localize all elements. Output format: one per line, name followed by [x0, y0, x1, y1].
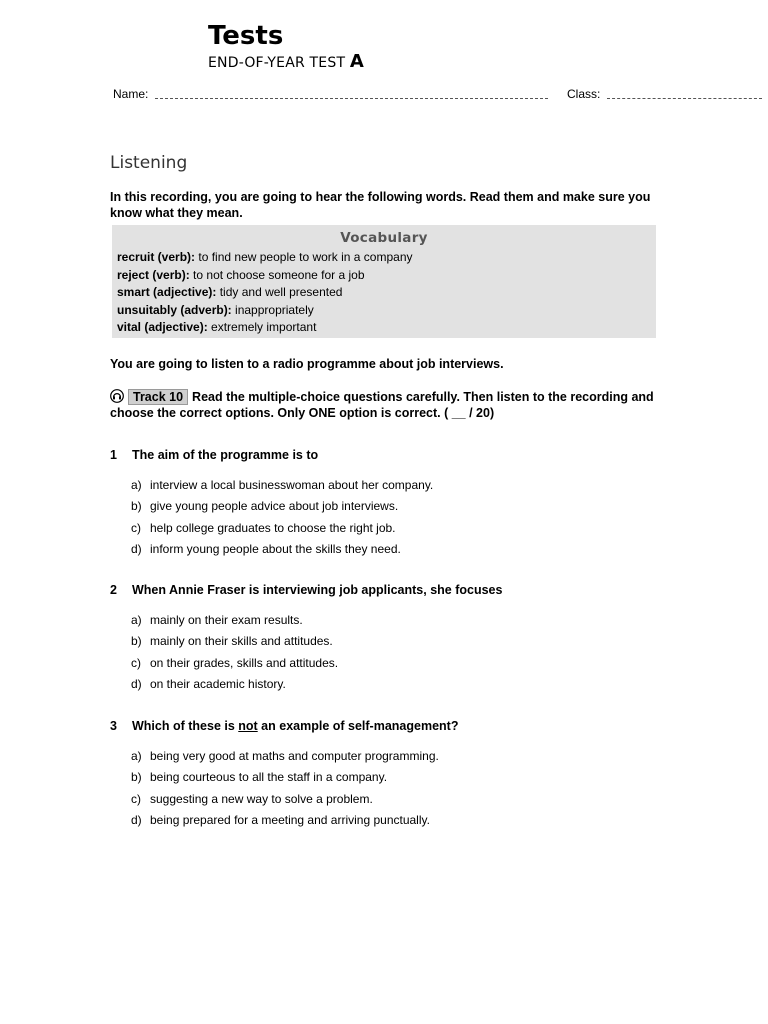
option-text: give young people advice about job interviews. — [150, 499, 399, 514]
name-label: Name: — [113, 87, 149, 101]
option-item[interactable] — [131, 475, 691, 496]
test-name: END-OF-YEAR TEST — [208, 55, 346, 71]
option-letter: c) — [131, 791, 141, 806]
option-letter: a) — [131, 749, 142, 763]
vocabulary-item — [117, 267, 656, 285]
option-item[interactable] — [131, 746, 691, 767]
option-letter: a) — [131, 478, 142, 492]
option-text: on their grades, skills and attitudes. — [150, 655, 339, 670]
option-item[interactable] — [131, 539, 691, 560]
name-field[interactable] — [155, 98, 548, 99]
vocabulary-term: recruit (verb): — [117, 250, 196, 264]
option-text: mainly on their exam results. — [150, 613, 303, 627]
option-item[interactable] — [131, 674, 691, 695]
question-2 — [110, 582, 710, 598]
option-text: being courteous to all the staff in a company. — [150, 770, 388, 785]
vocabulary-definition: to find new people to work in a company — [198, 250, 413, 264]
vocabulary-definition: extremely important — [211, 320, 317, 334]
question-3 — [110, 718, 710, 734]
option-item[interactable] — [131, 496, 691, 517]
option-text: on their academic history. — [150, 676, 286, 691]
question-text: When Annie Fraser is interviewing job applicants, she focuses — [132, 583, 503, 597]
headphones-icon — [110, 389, 124, 403]
option-text: interview a local businesswoman about her company. — [150, 478, 434, 492]
question-emphasis: not — [238, 719, 258, 733]
option-item[interactable] — [131, 631, 691, 652]
vocabulary-item — [117, 302, 656, 320]
option-item[interactable] — [131, 653, 691, 674]
class-field[interactable] — [607, 98, 762, 99]
option-letter: a) — [131, 613, 142, 627]
option-letter: b) — [131, 499, 142, 514]
instructions-text: Read the multiple-choice questions carefully. Then listen to the recording and choose the correct options. Only ONE option is correct. ( __ / 20) — [110, 390, 654, 420]
option-letter: c) — [131, 520, 141, 535]
programme-intro: You are going to listen to a radio programme about job interviews. — [110, 357, 504, 371]
option-text: help college graduates to choose the right job. — [150, 520, 396, 535]
vocabulary-heading: Vocabulary — [340, 230, 428, 246]
option-letter: c) — [131, 655, 141, 670]
question-number: 1 — [110, 448, 117, 462]
vocabulary-item — [117, 249, 656, 267]
vocabulary-definition: to not choose someone for a job — [193, 267, 365, 282]
question-3-options — [131, 746, 691, 831]
test-subtitle — [208, 52, 364, 73]
vocabulary-term: vital (adjective): — [117, 320, 208, 334]
option-letter: d) — [131, 812, 142, 827]
vocabulary-term: reject (verb): — [117, 267, 190, 282]
vocabulary-item — [117, 284, 656, 302]
option-letter: b) — [131, 770, 142, 785]
option-text: being prepared for a meeting and arriving punctually. — [150, 812, 430, 827]
section-title: Listening — [110, 153, 188, 173]
option-text: mainly on their skills and attitudes. — [150, 634, 333, 649]
question-text-after: an example of self-management? — [257, 719, 459, 733]
question-number: 2 — [110, 583, 117, 597]
class-label: Class: — [567, 87, 601, 101]
vocabulary-term: unsuitably (adverb): — [117, 302, 232, 317]
vocabulary-term: smart (adjective): — [117, 285, 217, 299]
question-number: 3 — [110, 719, 117, 733]
option-letter: b) — [131, 634, 142, 649]
option-item[interactable] — [131, 518, 691, 539]
question-2-options — [131, 610, 691, 695]
vocabulary-definition: inappropriately — [235, 302, 314, 317]
option-letter: d) — [131, 676, 142, 691]
option-letter: d) — [131, 541, 142, 556]
option-item[interactable] — [131, 767, 691, 788]
track-badge[interactable]: Track 10 — [128, 389, 188, 405]
page-title: Tests — [208, 21, 284, 51]
question-text-before: Which of these is — [132, 719, 239, 733]
question-1-options — [131, 475, 691, 560]
option-item[interactable] — [131, 610, 691, 631]
question-text: The aim of the programme is to — [132, 448, 319, 462]
vocabulary-box — [112, 225, 656, 338]
instructions — [110, 389, 660, 421]
vocabulary-list — [117, 249, 656, 337]
intro-paragraph: In this recording, you are going to hear the following words. Read them and make sure you know what they mean. — [110, 190, 651, 220]
question-1 — [110, 447, 710, 463]
option-item[interactable] — [131, 810, 691, 831]
option-text: being very good at maths and computer programming. — [150, 749, 439, 763]
student-info-row — [113, 86, 768, 104]
vocabulary-definition: tidy and well presented — [219, 285, 343, 299]
option-text: suggesting a new way to solve a problem. — [150, 791, 373, 806]
option-item[interactable] — [131, 789, 691, 810]
option-text: inform young people about the skills they need. — [150, 541, 401, 556]
vocabulary-item — [117, 319, 656, 337]
test-variant: A — [349, 51, 364, 72]
